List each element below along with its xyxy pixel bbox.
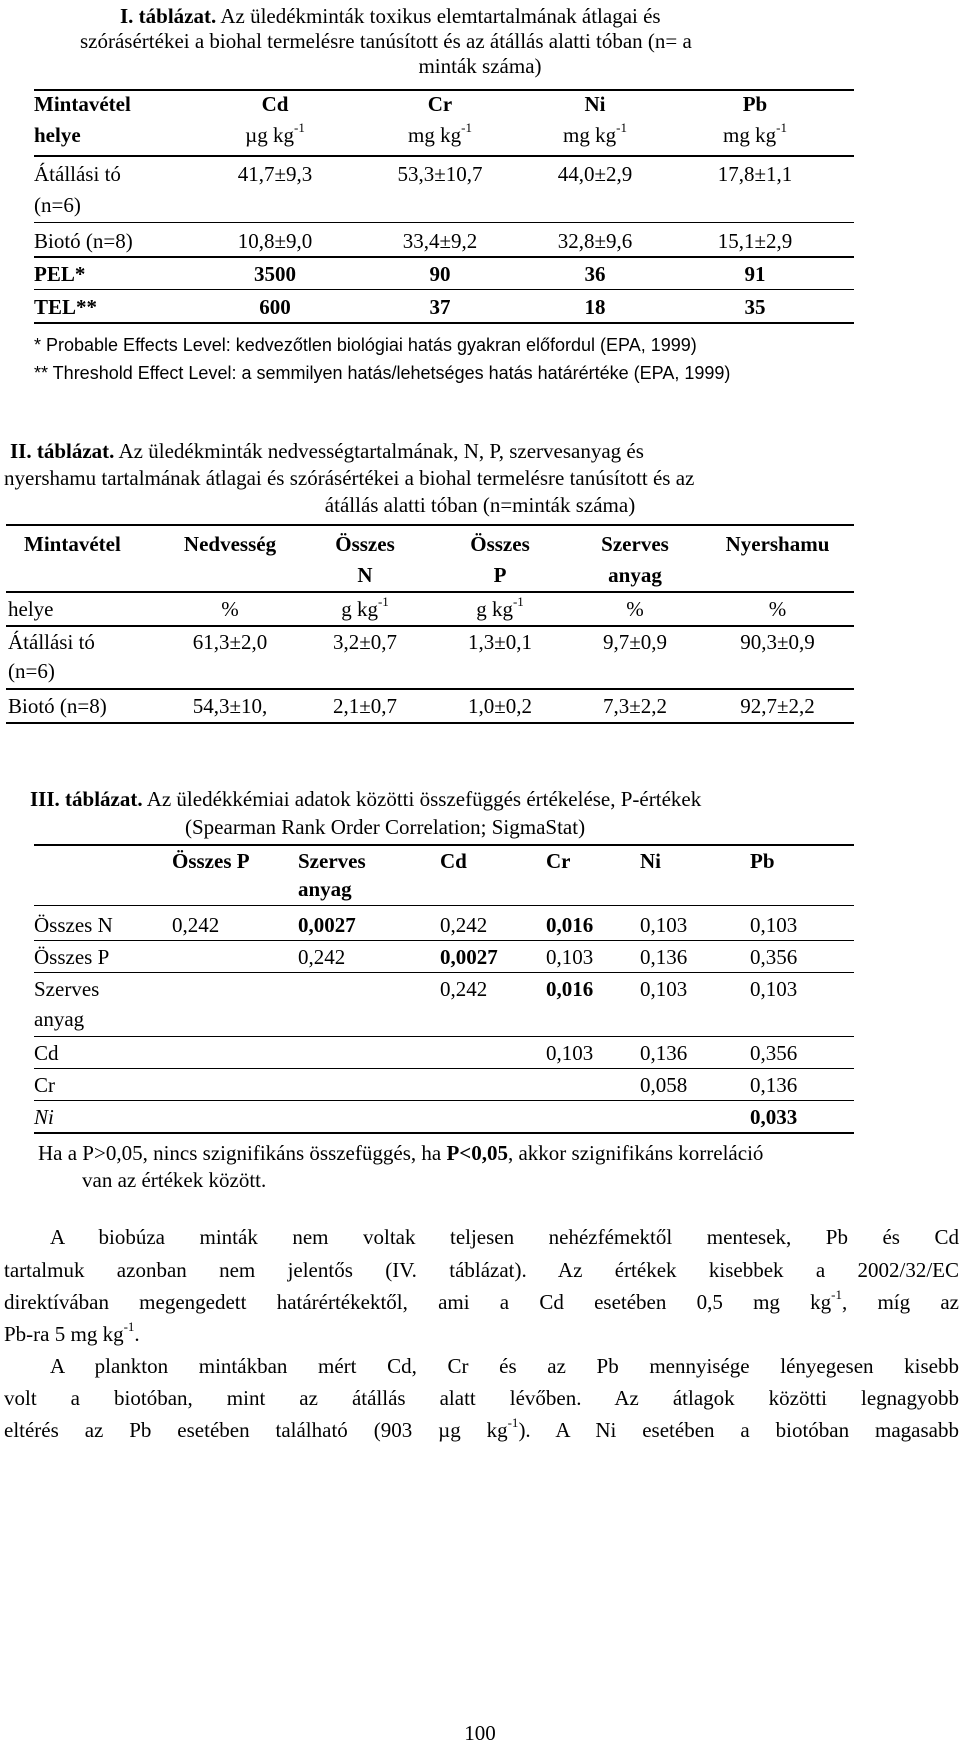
table-2-cell: 1,0±0,2 bbox=[467, 694, 533, 718]
table-3-row-rule bbox=[34, 1068, 854, 1069]
table-1-footnote-2: ** Threshold Effect Level: a semmilyen hatás/lehetséges hatás határértéke (EPA, 1999) bbox=[34, 363, 731, 383]
table-2-col-organic: Szerves bbox=[601, 532, 669, 556]
table-3-cell: 0,0027 bbox=[298, 913, 356, 937]
table-3-col-cr: Cr bbox=[546, 849, 571, 873]
table-3-row-rule bbox=[34, 940, 854, 941]
table-1-top-rule bbox=[34, 89, 854, 91]
table-3-row-rule bbox=[34, 1036, 854, 1037]
table-2-cell: 7,3±2,2 bbox=[602, 694, 668, 718]
table-2-cell: 9,7±0,9 bbox=[602, 630, 668, 654]
table-3-col-pb: Pb bbox=[750, 849, 775, 873]
table-2-col-ash: Nyershamu bbox=[725, 532, 830, 556]
table-1-header-site-2: helye bbox=[34, 123, 81, 147]
table-3-cell: 0,016 bbox=[546, 913, 594, 937]
table-3-row-label: Összes N bbox=[34, 913, 113, 937]
table-2-unit: g $kg^{-1}$ bbox=[341, 594, 389, 621]
table-1-footnote-1: * Probable Effects Level: kedvezőtlen biológiai hatás gyakran előfordul (EPA, 1999) bbox=[34, 335, 697, 355]
table-1-col-pb: Pb bbox=[742, 92, 768, 116]
table-2-header-site: Mintavétel bbox=[24, 532, 121, 556]
table-3-cell: 0,033 bbox=[750, 1105, 798, 1129]
table-1-row-label-2: (n=6) bbox=[34, 193, 81, 217]
table-2-bottom-rule bbox=[6, 722, 854, 724]
table-3-row-rule bbox=[34, 1100, 854, 1101]
table-3-cell: 0,242 bbox=[172, 913, 220, 937]
table-3-cell: 0,103 bbox=[546, 945, 594, 969]
table-1-cell: 44,0±2,9 bbox=[557, 162, 633, 186]
table-1-row-rule bbox=[34, 222, 854, 223]
table-3-cell: 0,103 bbox=[750, 977, 798, 1001]
table-3-cell: 0,016 bbox=[546, 977, 594, 1001]
table-1-cell: 53,3±10,7 bbox=[397, 162, 483, 186]
table-3-cell: 0,356 bbox=[750, 1041, 798, 1065]
table-1-cell: 36 bbox=[584, 262, 606, 286]
table-3-row-label: Összes P bbox=[34, 945, 110, 969]
table-3-row-label: Szerves bbox=[34, 977, 100, 1001]
table-3-cell: 0,242 bbox=[440, 977, 488, 1001]
table-2-row-rule bbox=[6, 688, 854, 690]
table-1-row-label: Biotó (n=8) bbox=[34, 229, 133, 253]
table-3-cell: 0,0027 bbox=[440, 945, 498, 969]
table-3-cell: 0,356 bbox=[750, 945, 798, 969]
table-1-cell: 33,4±9,2 bbox=[402, 229, 478, 253]
table-2-col-total-p-2: P bbox=[493, 563, 507, 587]
table-2-col-total-p: Összes bbox=[470, 532, 530, 556]
table-2-unit: g $kg^{-1}$ bbox=[476, 594, 524, 621]
paragraph-1-line-1: A biobúza minták nem voltak teljesen nehézfémektől mentesek, Pb és Cd bbox=[50, 1225, 959, 1249]
paragraph-1-line-3: direktívában megengedett határértékektől, ami a Cd esetében 0,5 mg $kg^{-1}$, míg az bbox=[4, 1287, 959, 1314]
table-1-row-rule bbox=[34, 289, 854, 290]
table-3-cell: 0,103 bbox=[640, 913, 688, 937]
table-1-unit-pb: mg $kg^{-1}$ bbox=[723, 120, 787, 147]
table-3-cell: 0,136 bbox=[640, 945, 688, 969]
table-2-unit: % bbox=[626, 597, 644, 621]
table-3-caption: III. táblázat. Az üledékkémiai adatok közötti összefüggés értékelése, P-értékek bbox=[30, 787, 702, 811]
table-2-cell: 90,3±0,9 bbox=[740, 630, 815, 654]
table-3-col-total-p: Összes P bbox=[172, 849, 250, 873]
table-3-row-label: Cd bbox=[34, 1041, 59, 1065]
table-1-row-label-tel: TEL** bbox=[34, 295, 98, 319]
table-1-col-cd: Cd bbox=[261, 92, 289, 116]
table-3-cell: 0,242 bbox=[440, 913, 488, 937]
table-1-cell: 41,7±9,3 bbox=[237, 162, 313, 186]
table-1-caption: I. táblázat. Az üledékminták toxikus elemtartalmának átlagai és bbox=[120, 4, 661, 28]
table-2-cell: 2,1±0,7 bbox=[332, 694, 398, 718]
table-2-unit: % bbox=[768, 597, 787, 621]
table-3-row-label: Ni bbox=[34, 1105, 54, 1129]
table-2-col-total-n: Összes bbox=[335, 532, 395, 556]
table-3-col-organic-2: anyag bbox=[298, 877, 352, 901]
table-3-note: Ha a P>0,05, nincs szignifikáns összefüggés, ha P<0,05, akkor szignifikáns korreláció bbox=[38, 1141, 764, 1165]
table-2-units-rule bbox=[6, 625, 854, 627]
table-1-cell: 37 bbox=[429, 295, 451, 319]
table-3-row-label-2: anyag bbox=[34, 1007, 85, 1031]
table-1-caption-line2: szórásértékei a biohal termelésre tanúsított és az átállás alatti tóban (n= a bbox=[80, 29, 692, 53]
table-3-note-line2: van az értékek között. bbox=[82, 1168, 267, 1192]
table-3-cell: 0,103 bbox=[750, 913, 798, 937]
table-1-cell: 35 bbox=[744, 295, 766, 319]
table-1-header-rule bbox=[34, 155, 854, 157]
table-2-caption: II. táblázat. Az üledékminták nedvességtartalmának, N, P, szervesanyag és bbox=[10, 439, 644, 463]
paragraph-1-line-4: Pb-ra 5 mg $kg^{-1}$. bbox=[4, 1319, 140, 1346]
table-3-cell: 0,136 bbox=[640, 1041, 688, 1065]
table-3-top-rule bbox=[34, 844, 854, 846]
table-2-col-organic-2: anyag bbox=[608, 563, 662, 587]
table-2-cell: 54,3±10, bbox=[192, 694, 268, 718]
table-1-cell: 10,8±9,0 bbox=[237, 229, 313, 253]
table-2-units-label: helye bbox=[8, 597, 54, 621]
table-1-unit-cd: µg $kg^{-1}$ bbox=[245, 120, 305, 147]
table-3-col-cd: Cd bbox=[440, 849, 467, 873]
table-1-unit-ni: mg $kg^{-1}$ bbox=[563, 120, 627, 147]
table-3-cell: 0,103 bbox=[640, 977, 688, 1001]
table-1-cell: 15,1±2,9 bbox=[717, 229, 793, 253]
table-1-cell: 600 bbox=[259, 295, 291, 319]
table-1-cell: 32,8±9,6 bbox=[557, 229, 633, 253]
table-1-row-label-pel: PEL* bbox=[34, 262, 86, 286]
table-2-row-label: Átállási tó bbox=[8, 630, 95, 654]
paragraph-2-line-2: volt a biotóban, mint az átállás alatt lévőben. Az átlagok közötti legnagyobb bbox=[4, 1386, 959, 1410]
table-1-cell: 91 bbox=[744, 262, 766, 286]
table-2-row-label-2: (n=6) bbox=[8, 659, 55, 683]
table-2-row-label: Biotó (n=8) bbox=[8, 694, 107, 718]
table-1-caption-line3: minták száma) bbox=[418, 54, 542, 78]
paragraph-2-line-1: A plankton mintákban mért Cd, Cr és az Pb mennyisége lényegesen kisebb bbox=[50, 1354, 959, 1378]
table-2-top-rule bbox=[6, 524, 854, 526]
table-2-cell: 92,7±2,2 bbox=[740, 694, 815, 718]
table-3-row-rule bbox=[34, 972, 854, 973]
table-3-bottom-rule bbox=[34, 1132, 854, 1134]
table-2-cell: 1,3±0,1 bbox=[467, 630, 533, 654]
table-3-cell: 0,136 bbox=[750, 1073, 798, 1097]
table-3-cell: 0,103 bbox=[546, 1041, 594, 1065]
table-3-cell: 0,242 bbox=[298, 945, 346, 969]
table-2-cell: 61,3±2,0 bbox=[192, 630, 268, 654]
table-2-header-rule bbox=[6, 591, 854, 593]
paragraph-2-line-3: eltérés az Pb esetében található (903 µg $kg^{-1}$). A Ni esetében a biotóban magasabb bbox=[4, 1415, 959, 1442]
table-1-cell: 90 bbox=[429, 262, 451, 286]
table-3-header-rule bbox=[34, 905, 854, 906]
table-1-row-rule bbox=[34, 256, 854, 258]
page-number: 100 bbox=[464, 1721, 496, 1745]
table-1-col-cr: Cr bbox=[427, 92, 453, 116]
table-1-cell: 17,8±1,1 bbox=[717, 162, 793, 186]
table-1-header-site: Mintavétel bbox=[34, 92, 131, 116]
table-3-caption-line2: (Spearman Rank Order Correlation; SigmaStat) bbox=[185, 815, 586, 839]
table-2-caption-line3: átállás alatti tóban (n=minták száma) bbox=[324, 493, 636, 517]
table-2-col-moisture: Nedvesség bbox=[183, 532, 277, 556]
table-2-caption-line2: nyershamu tartalmának átlagai és szórásértékei a biohal termelésre tanúsított és az bbox=[4, 466, 695, 490]
table-1-col-ni: Ni bbox=[584, 92, 606, 116]
table-2-unit: % bbox=[221, 597, 239, 621]
table-1-cell: 18 bbox=[584, 295, 606, 319]
table-3-col-organic: Szerves bbox=[298, 849, 366, 873]
table-1-unit-cr: mg $kg^{-1}$ bbox=[408, 120, 472, 147]
table-2-col-total-n-2: N bbox=[357, 563, 373, 587]
table-1-row-label: Átállási tó bbox=[34, 162, 121, 186]
paragraph-1-line-2: tartalmuk azonban nem jelentős (IV. táblázat). Az értékek kisebbek a 2002/32/EC bbox=[4, 1258, 959, 1282]
table-2-cell: 3,2±0,7 bbox=[332, 630, 398, 654]
table-1-bottom-rule bbox=[34, 322, 854, 324]
table-3-col-ni: Ni bbox=[640, 849, 661, 873]
table-3-cell: 0,058 bbox=[640, 1073, 688, 1097]
table-1-cell: 3500 bbox=[254, 262, 296, 286]
table-3-row-label: Cr bbox=[34, 1073, 55, 1097]
